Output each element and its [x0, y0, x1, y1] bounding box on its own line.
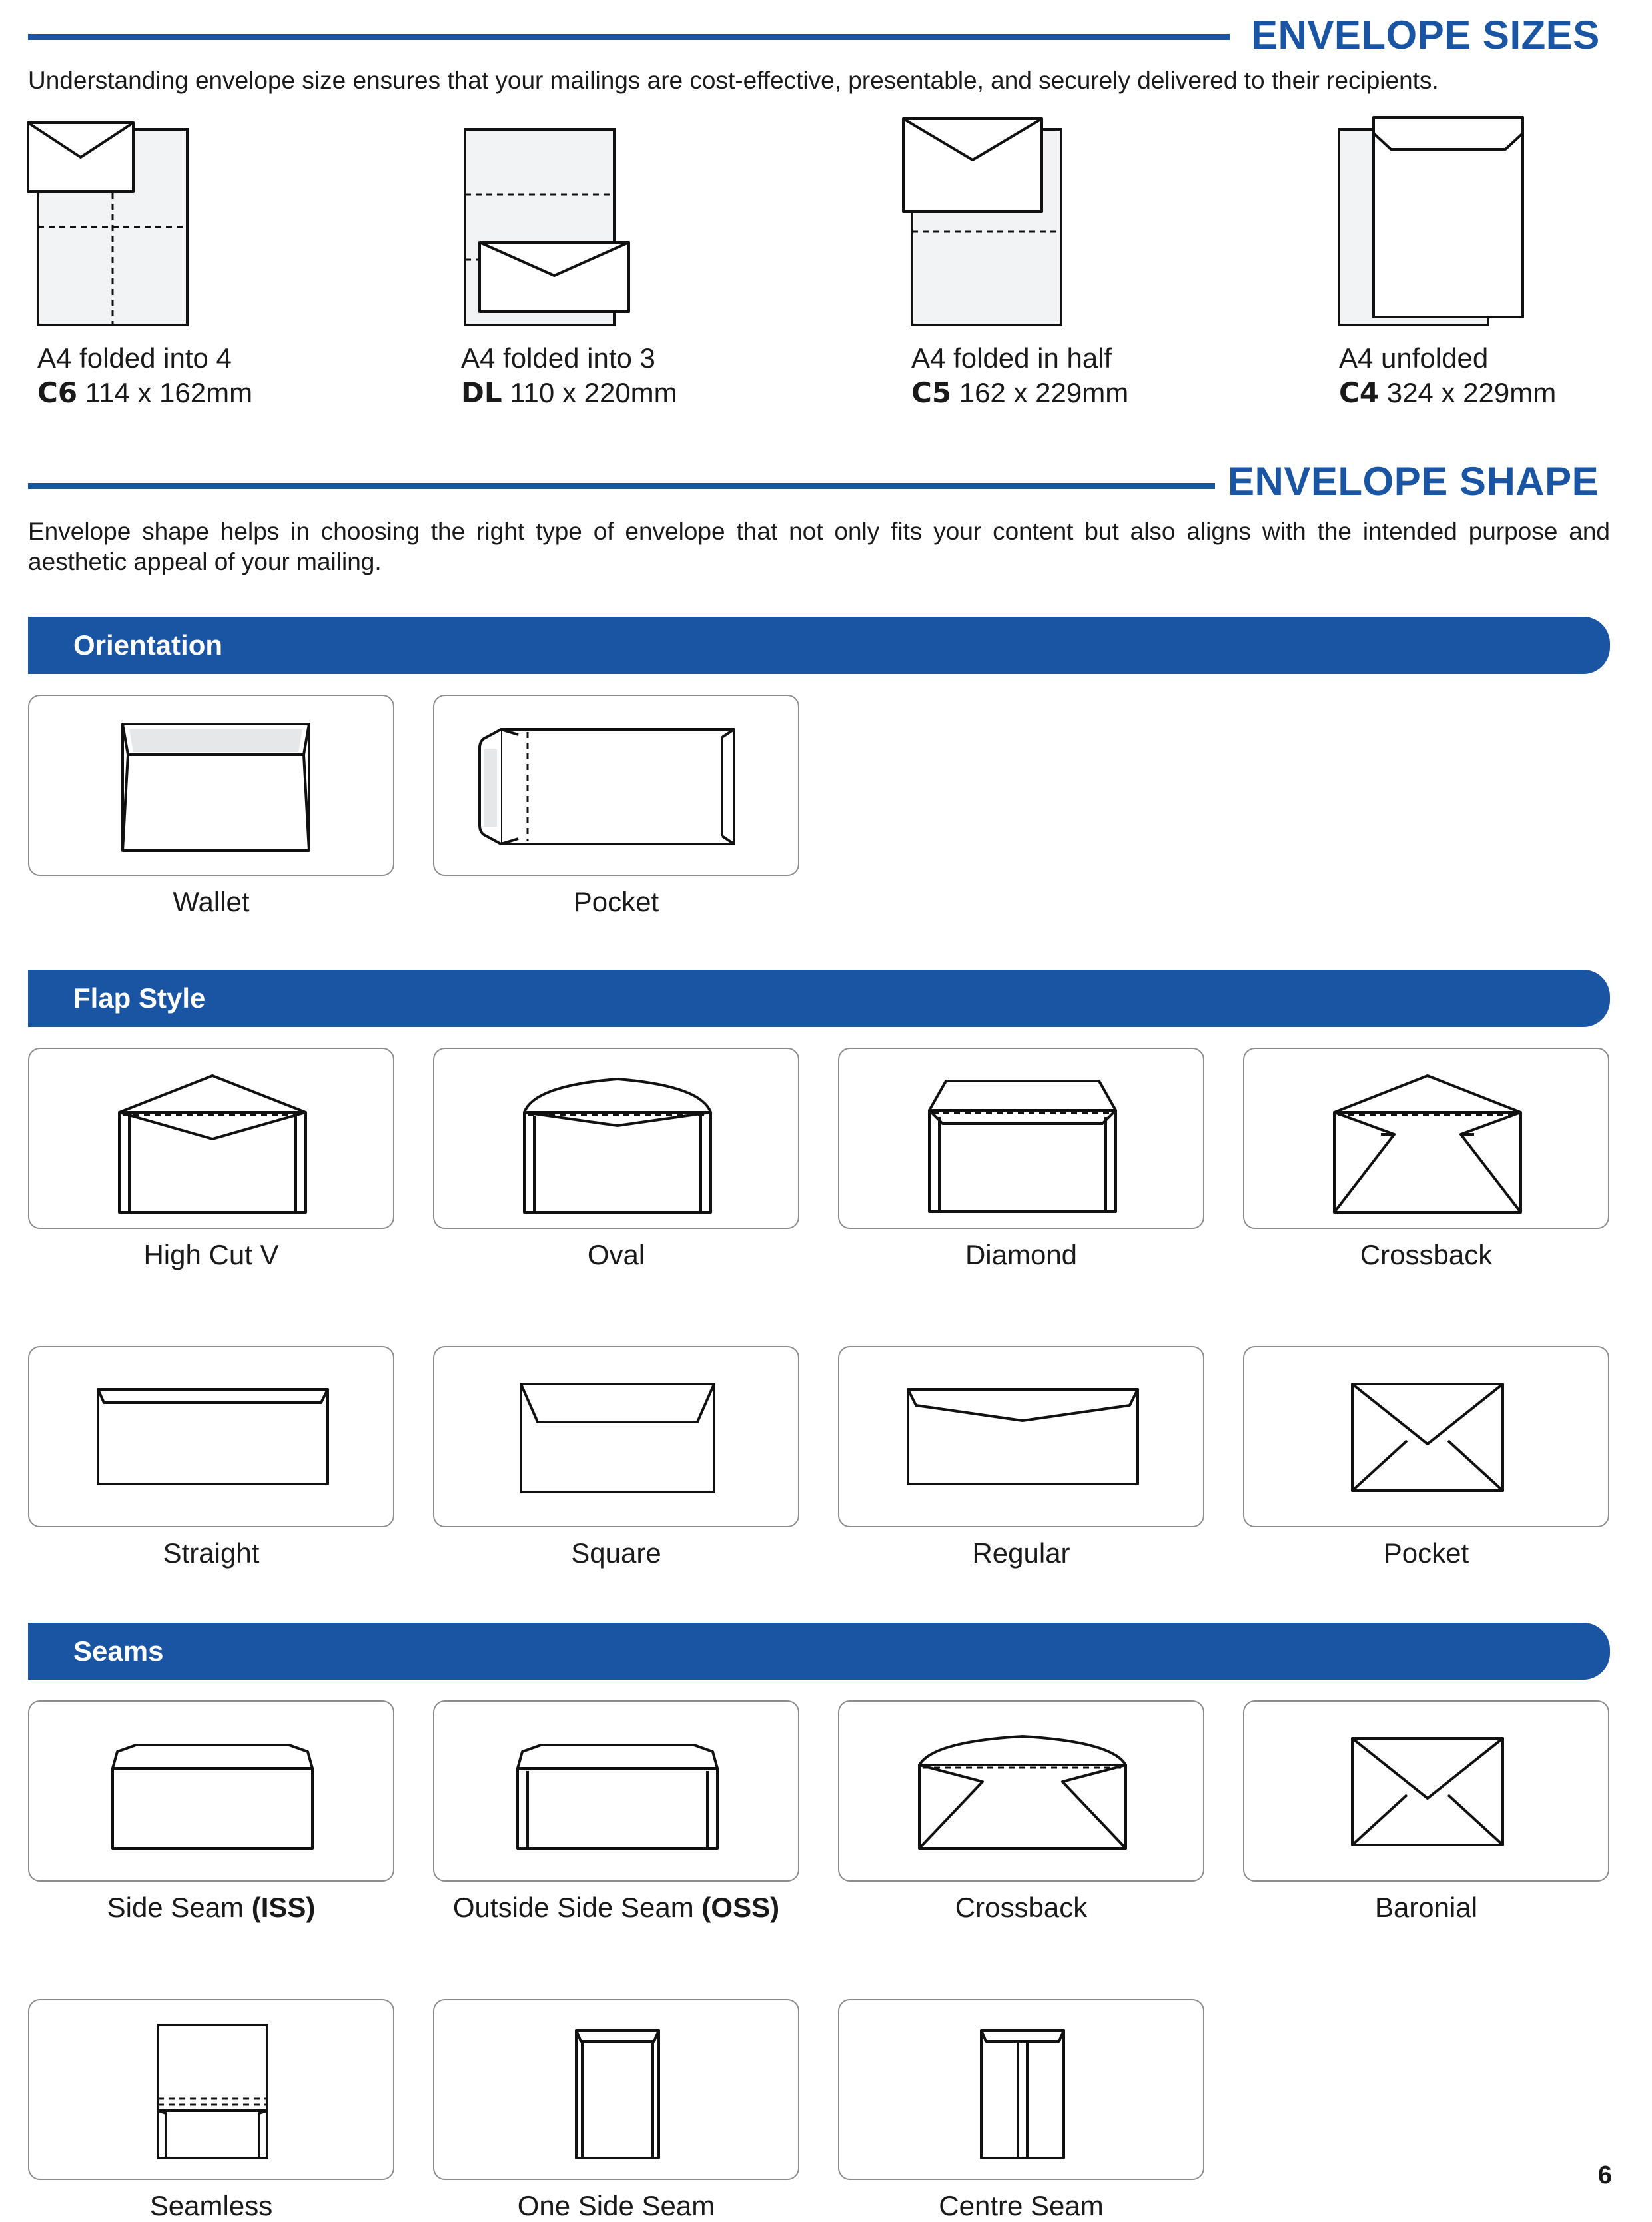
diamond-label: Diamond	[965, 1239, 1078, 1270]
flap-style-header: Flap Style	[28, 970, 1610, 1027]
crossback-card	[1243, 1048, 1609, 1229]
pocket-flap-icon	[1244, 1347, 1611, 1529]
section-rule	[28, 483, 1215, 489]
side-seam-card	[28, 1700, 394, 1882]
pocket-card	[433, 695, 799, 876]
oval-label: Oval	[587, 1239, 645, 1270]
size-fold-label: A4 folded into 4	[37, 342, 232, 374]
pocket-flap-label: Pocket	[1383, 1537, 1469, 1569]
side-seam-abbr: (ISS)	[251, 1892, 316, 1923]
side-seam-label	[11, 1892, 411, 1924]
crossback-seam-icon	[839, 1702, 1206, 1883]
seamless-label: Seamless	[149, 2190, 273, 2221]
regular-flap-icon	[839, 1347, 1206, 1529]
seams-header: Seams	[28, 1623, 1610, 1680]
size-code-line	[461, 376, 677, 409]
orientation-header: Orientation	[28, 617, 1610, 674]
side-seam-text: Side Seam	[107, 1892, 252, 1923]
high-cut-v-card	[28, 1048, 394, 1229]
crossback-label: Crossback	[1360, 1239, 1493, 1270]
outside-side-seam-icon	[434, 1702, 801, 1883]
pocket-envelope-icon	[434, 696, 801, 877]
wallet-label: Wallet	[173, 886, 250, 917]
crossback-seam-label: Crossback	[955, 1892, 1088, 1923]
oval-flap-icon	[434, 1049, 801, 1230]
seamless-card	[28, 1999, 394, 2180]
size-code-line	[37, 376, 252, 409]
centre-seam-card	[838, 1999, 1204, 2180]
crossback-flap-icon	[1244, 1049, 1611, 1230]
size-code: C4	[1339, 376, 1380, 409]
square-label: Square	[571, 1537, 661, 1569]
shape-section-title: ENVELOPE SHAPE	[1228, 459, 1599, 504]
size-fold-label: A4 unfolded	[1339, 342, 1489, 374]
wallet-card	[28, 695, 394, 876]
a4-folded-into-3-icon	[453, 117, 639, 330]
pocket-flap-card	[1243, 1346, 1609, 1527]
shape-intro-text: Envelope shape helps in choosing the right type of envelope that not only fits your content but also aligns with the intended purpose and aesthetic appeal of your mailing.	[28, 518, 1610, 575]
size-code: C5	[911, 376, 952, 409]
baronial-card	[1243, 1700, 1609, 1882]
size-code-line	[1339, 376, 1556, 409]
a4-folded-into-4-icon	[20, 117, 206, 330]
a4-folded-in-half-icon	[893, 113, 1079, 333]
centre-seam-label: Centre Seam	[939, 2190, 1104, 2221]
seamless-icon	[29, 2000, 396, 2181]
high-cut-v-label: High Cut V	[143, 1239, 279, 1270]
side-seam-icon	[29, 1702, 396, 1883]
diamond-card	[838, 1048, 1204, 1229]
square-flap-icon	[434, 1347, 801, 1529]
sizes-intro-text: Understanding envelope size ensures that your mailings are cost-effective, presentable, and securely delivered to their recipients.	[28, 67, 1439, 94]
size-fold-label: A4 folded in half	[911, 342, 1112, 374]
outside-side-seam-card	[433, 1700, 799, 1882]
crossback-seam-card	[838, 1700, 1204, 1882]
size-dims: 324 x 229mm	[1386, 377, 1557, 408]
oval-card	[433, 1048, 799, 1229]
size-fold-label: A4 folded into 3	[461, 342, 655, 374]
one-side-seam-label: One Side Seam	[517, 2190, 715, 2221]
size-dims: 114 x 162mm	[85, 377, 253, 408]
high-cut-v-flap-icon	[29, 1049, 396, 1230]
outside-side-seam-label	[416, 1892, 816, 1924]
pocket-label: Pocket	[573, 886, 659, 917]
regular-card	[838, 1346, 1204, 1527]
square-card	[433, 1346, 799, 1527]
size-code: DL	[461, 376, 502, 409]
baronial-label: Baronial	[1374, 1892, 1478, 1923]
regular-label: Regular	[972, 1537, 1070, 1569]
wallet-envelope-icon	[29, 696, 396, 877]
outside-side-seam-text: Outside Side Seam	[452, 1892, 702, 1923]
diamond-flap-icon	[839, 1049, 1206, 1230]
a4-unfolded-icon	[1331, 111, 1544, 337]
sizes-section-title: ENVELOPE SIZES	[1251, 13, 1600, 57]
size-code: C6	[37, 376, 78, 409]
section-rule	[28, 34, 1230, 40]
size-code-line	[911, 376, 1128, 409]
page-number: 6	[1597, 2161, 1612, 2189]
one-side-seam-card	[433, 1999, 799, 2180]
straight-card	[28, 1346, 394, 1527]
outside-side-seam-abbr: (OSS)	[701, 1892, 780, 1923]
size-dims: 110 x 220mm	[510, 377, 677, 408]
size-dims: 162 x 229mm	[959, 377, 1129, 408]
one-side-seam-icon	[434, 2000, 801, 2181]
centre-seam-icon	[839, 2000, 1206, 2181]
straight-label: Straight	[163, 1537, 260, 1569]
baronial-seam-icon	[1244, 1702, 1611, 1883]
straight-flap-icon	[29, 1347, 396, 1529]
